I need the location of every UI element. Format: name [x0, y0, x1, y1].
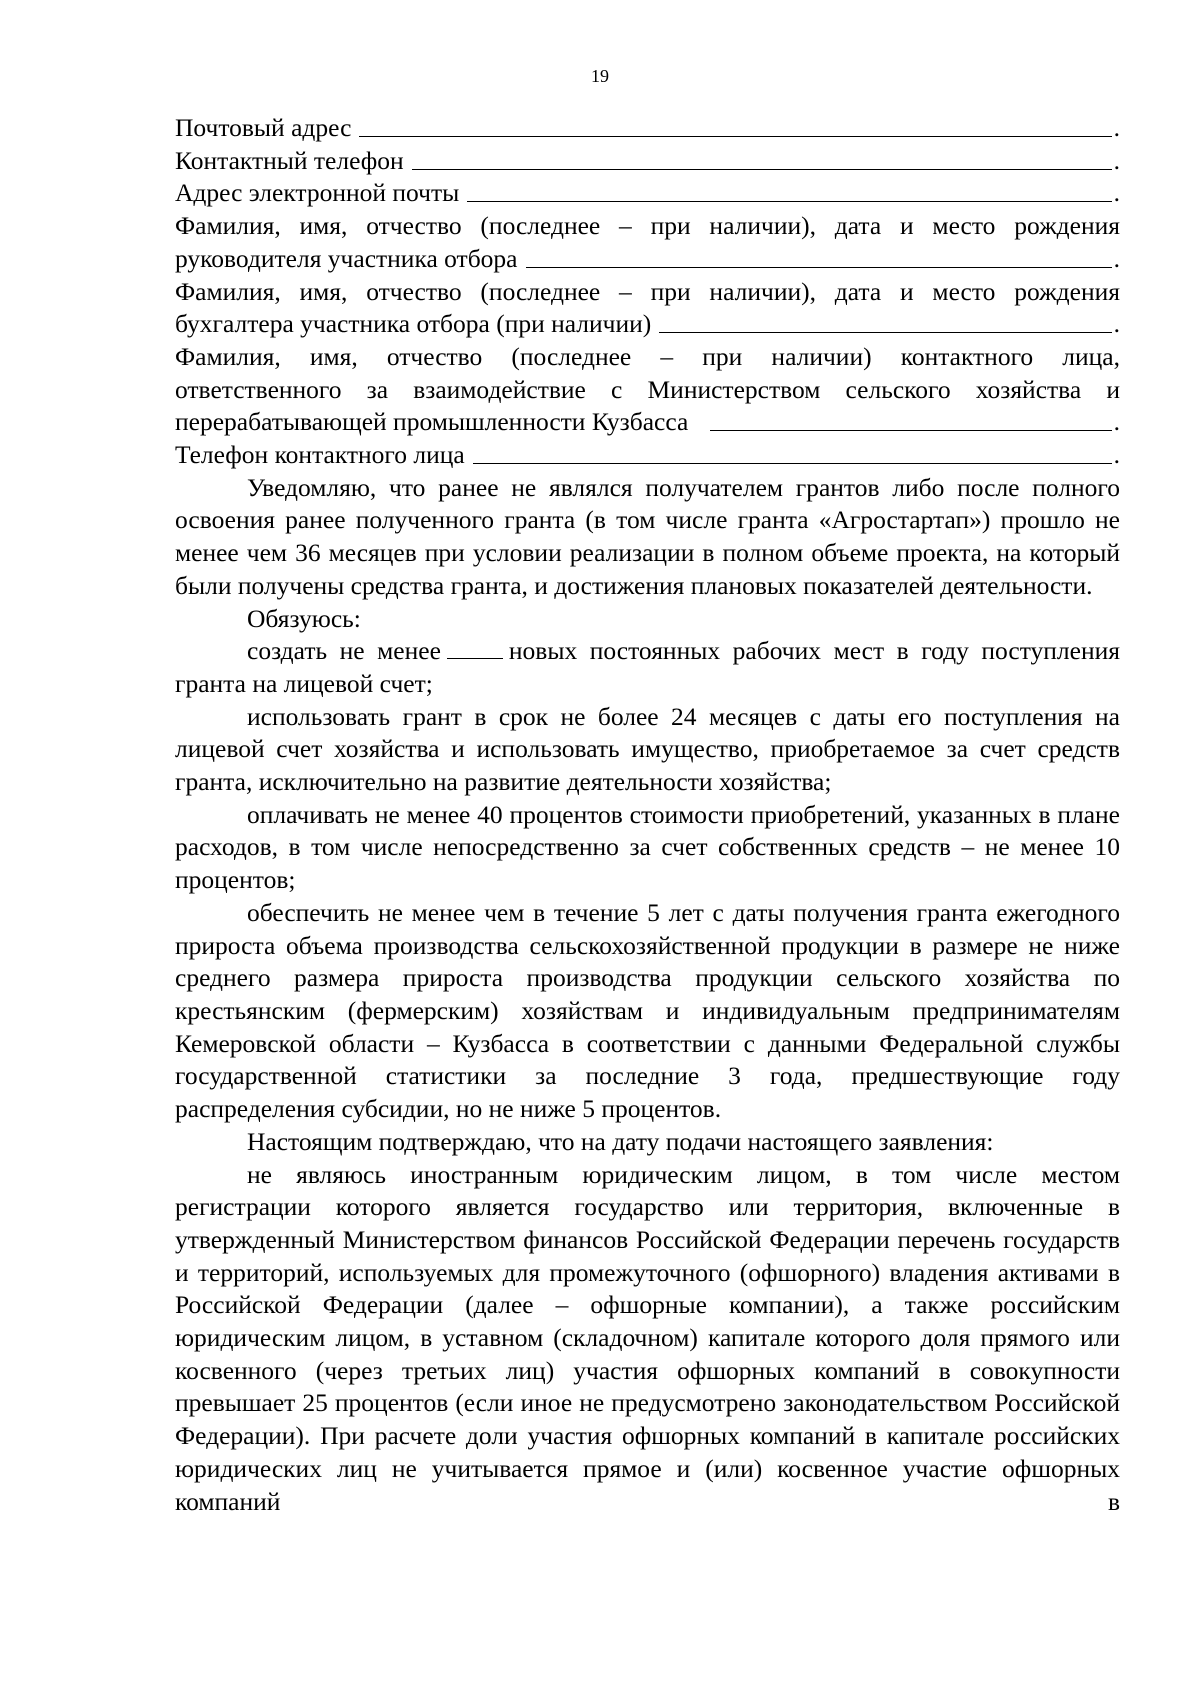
notice-paragraph: Уведомляю, что ранее не являлся получателем грантов либо после полного освоения ранее полученного гранта (в том числе гранта «Агростартап») прошло не менее чем 36 месяцев при условии реализации в полном объеме проекта, на который были получены средства гранта, и достижения плановых показателей деятельности.: [175, 472, 1120, 600]
head-fio-caption: Фамилия, имя, отчество (последнее – при наличии), дата и место рождения: [175, 211, 1120, 241]
jobs-count-field[interactable]: [447, 657, 503, 659]
line-end-dot: .: [1113, 243, 1120, 273]
contact-fio-caption-2: ответственного за взаимодействие с Министерством сельского хозяйства и: [175, 374, 1120, 404]
contact-person-phone-label: Телефон контактного лица: [175, 440, 465, 470]
contact-phone-field[interactable]: [412, 168, 1112, 170]
accountant-fio-label: бухгалтера участника отбора (при наличии): [175, 309, 652, 339]
obligation-jobs-paragraph: [175, 635, 1120, 700]
application-form-body: [175, 112, 1120, 1518]
page-number: 19: [591, 66, 609, 86]
obligation-grant-use-paragraph: использовать грант в срок не более 24 месяцев с даты его поступления на лицевой счет хозяйства и использовать имущество, приобретаемое за счет средств гранта, исключительно на развитие деятельности хозяйства;: [175, 701, 1120, 797]
postal-address-line: [175, 112, 1120, 145]
line-end-dot: .: [1113, 145, 1120, 175]
email-line: [175, 177, 1120, 210]
head-fio-line: [175, 243, 1120, 276]
head-fio-field[interactable]: [526, 266, 1112, 268]
obligation-jobs-before: создать не менее: [247, 636, 441, 666]
line-end-dot: .: [1113, 113, 1120, 142]
contact-fio-line: [175, 406, 1120, 439]
contact-fio-label: перерабатывающей промышленности Кузбасса: [175, 407, 689, 437]
obligations-heading: Обязуюсь:: [247, 603, 361, 633]
postal-address-label: Почтовый адрес: [175, 113, 352, 142]
line-end-dot: .: [1113, 178, 1120, 208]
line-end-dot: .: [1113, 440, 1120, 470]
head-fio-label: руководителя участника отбора: [175, 243, 518, 273]
obligation-jobs-after: новых постоянных рабочих мест в году поступления гранта на лицевой счет;: [175, 636, 1120, 698]
confirmation-heading: Настоящим подтверждаю, что на дату подачи настоящего заявления:: [247, 1126, 994, 1156]
line-end-dot: .: [1113, 309, 1120, 339]
confirmation-offshore-paragraph: не являюсь иностранным юридическим лицом, в том числе местом регистрации которого является государство или территория, включенные в утвержденный Министерством финансов Российской Федерации перечень государств и территорий, используемых для промежуточного (офшорного) владения активами в Российской Федерации (далее – офшорные компании), а также российским юридическим лицом, в уставном (складочном) капитале которого доля прямого или косвенного (через третьих лиц) участия офшорных компаний в совокупности превышает 25 процентов (если иное не предусмотрено законодательством Российской Федерации). При расчете доли участия офшорных компаний в капитале российских юридических лиц не учитывается прямое и (или) косвенное участие офшорных компаний в: [175, 1159, 1120, 1516]
obligation-payment-paragraph: оплачивать не менее 40 процентов стоимости приобретений, указанных в плане расходов, в том числе непосредственно за счет собственных средств – не менее 10 процентов;: [175, 799, 1120, 895]
obligation-growth-paragraph: обеспечить не менее чем в течение 5 лет с даты получения гранта ежегодного прироста объема производства сельскохозяйственной продукции в размере не ниже среднего размера прироста производства продукции сельского хозяйства по крестьянским (фермерским) хозяйствам и индивидуальным предпринимателям Кемеровской области – Кузбасса в соответствии с данными Федеральной службы государственной статистики за последние 3 года, предшествующие году распределения субсидии, но не ниже 5 процентов.: [175, 897, 1120, 1124]
email-field[interactable]: [467, 200, 1111, 202]
contact-person-phone-field[interactable]: [473, 462, 1112, 464]
email-label: Адрес электронной почты: [175, 178, 460, 208]
postal-address-field[interactable]: [359, 135, 1111, 137]
accountant-fio-field[interactable]: [659, 331, 1111, 333]
contact-fio-caption-1: Фамилия, имя, отчество (последнее – при наличии) контактного лица,: [175, 341, 1120, 371]
contact-person-phone-line: [175, 439, 1120, 472]
contact-phone-label: Контактный телефон: [175, 145, 404, 175]
accountant-fio-line: [175, 308, 1120, 341]
line-end-dot: .: [1113, 407, 1120, 437]
accountant-fio-caption: Фамилия, имя, отчество (последнее – при наличии), дата и место рождения: [175, 276, 1120, 306]
contact-fio-field[interactable]: [710, 429, 1111, 431]
contact-phone-line: [175, 145, 1120, 178]
